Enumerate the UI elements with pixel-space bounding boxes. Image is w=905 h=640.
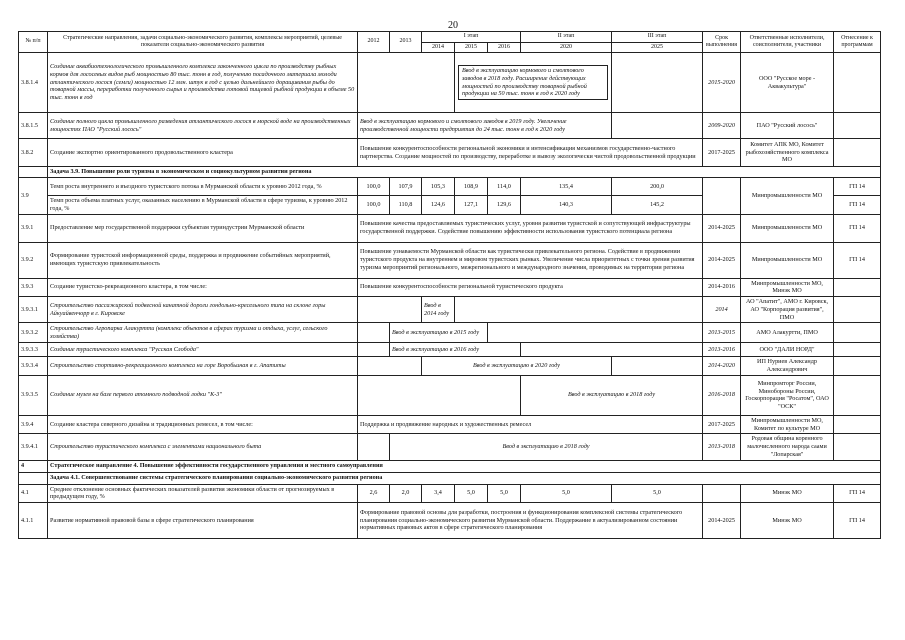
col-direction-header: Стратегические направления, задачи социально-экономического развития, комплексы мероприятий, целевые показатели социально-экономического развития <box>48 32 358 53</box>
row-number: 4.1 <box>19 484 48 503</box>
row-number: 3.8.2 <box>19 139 48 167</box>
task-row <box>19 167 881 178</box>
row-text: Строительство Агропарка Алакуртти (комплекс объектов в сферах туризма и отдыха, услуг, сельского хозяйства) <box>48 323 358 343</box>
col-2015-header: 2015 <box>455 42 488 53</box>
row-number: 3.9.3.5 <box>19 375 48 415</box>
stage2-header: II этап <box>521 32 612 43</box>
row-responsible: Родовая община коренного малочисленного народа саами "Лопарская" <box>741 434 834 460</box>
col-prog-header: Отнесение к программам <box>834 32 881 53</box>
table-row <box>19 323 881 343</box>
row-text: Строительство спортивно-рекреационного комплекса на горе Воробьиная в г. Апатиты <box>48 357 358 376</box>
row-responsible: АМО Алакуртти, ПМО <box>741 323 834 343</box>
row-text: Создание кластера северного дизайна и традиционных ремесел, в том числе: <box>48 415 358 434</box>
row-responsible: Минпромышленности МО <box>741 242 834 278</box>
table-row <box>19 214 881 242</box>
page-number: 20 <box>448 20 458 31</box>
value-cell: 5,0 <box>455 484 488 503</box>
row-responsible: ООО "Русское море - Аквакультура" <box>741 53 834 113</box>
row-number: 3.9.4.1 <box>19 434 48 460</box>
row-number: 3.9.3.2 <box>19 323 48 343</box>
row-term: 2014-2025 <box>703 214 741 242</box>
table-row <box>19 53 881 113</box>
row-note-box: Ввод в эксплуатацию в 2020 году <box>422 357 612 376</box>
value-cell: 100,0 <box>358 178 390 196</box>
plan-table <box>18 31 881 539</box>
row-text: Строительство туристического комплекса с элементами национального быта <box>48 434 358 460</box>
table-row <box>19 278 881 297</box>
stage3-header: III этап <box>612 32 703 43</box>
table-row <box>19 484 881 503</box>
col-2013-header: 2013 <box>390 32 422 53</box>
col-resp-header: Ответственные исполнители, соисполнители, участники <box>741 32 834 53</box>
row-term: 2009-2020 <box>703 113 741 139</box>
table-row <box>19 178 881 196</box>
row-number: 3.9.3 <box>19 278 48 297</box>
row-number: 3.9.2 <box>19 242 48 278</box>
row-number: 3.8.1.4 <box>19 53 48 113</box>
row-term: 2014-2025 <box>703 503 741 539</box>
row-term: 2014-2020 <box>703 357 741 376</box>
task-title: Задача 3.9. Повышение роли туризма в экономическом и социокультурном развитии региона <box>48 167 881 178</box>
row-text: Создание туристического комплекса "Русская Слобода" <box>48 343 358 357</box>
row-term: 2013-2015 <box>703 323 741 343</box>
row-number: 3.9.1 <box>19 214 48 242</box>
value-cell: 3,4 <box>422 484 455 503</box>
row-note: Ввод в эксплуатацию кормового и смолтового заводов в 2019 году. Увеличение производственной мощности предприятия до 24 тыс. тонн в год к 2020 году <box>358 113 612 139</box>
row-program: ГП 14 <box>834 484 881 503</box>
indicator-text: Темп роста объема платных услуг, оказанных населению в Мурманской области в сфере туризма, к уровню 2012 года, % <box>48 196 358 215</box>
row-note: Повышение конкурентоспособности региональной экономики и интенсификация механизмов государственно-частного партнерства. Создание мощностей по производству, переработке и вывозу экологически чистой продовольственной продукции <box>358 139 703 167</box>
row-note: Повышение конкурентоспособности региональной туристического продукта <box>358 278 703 297</box>
row-text: Создание экспортно ориентированного продовольственного кластера <box>48 139 358 167</box>
row-text: Развитие нормативной правовой базы в сфере стратегического планирования <box>48 503 358 539</box>
value-cell: 5,0 <box>521 484 612 503</box>
table-row <box>19 113 881 139</box>
row-program: ГП 14 <box>834 214 881 242</box>
value-cell: 105,3 <box>422 178 455 196</box>
row-note-box: Ввод в эксплуатацию в 2018 году <box>390 434 703 460</box>
value-cell: 110,8 <box>390 196 422 215</box>
row-text: Формирование туристской информационной среды, поддержка и продвижение событийных мероприятий, имеющих туристскую привлекательность <box>48 242 358 278</box>
row-term: 2017-2025 <box>703 139 741 167</box>
table-row <box>19 139 881 167</box>
stage1-header: I этап <box>422 32 521 43</box>
value-cell: 135,4 <box>521 178 612 196</box>
table-row <box>19 242 881 278</box>
row-responsible: ООО "ДАЛИ НОРД" <box>741 343 834 357</box>
header-row <box>19 32 881 43</box>
col-2014-header: 2014 <box>422 42 455 53</box>
row-term: 2017-2025 <box>703 415 741 434</box>
row-note-box: Ввод в эксплуатацию кормового и смолтового заводов в 2018 году. Расширение действующих мощностей по производству товарной рыбной продукции на 50 тыс. тонн в год к 2020 году <box>458 65 608 100</box>
row-responsible: Минпромышленности МО <box>741 178 834 215</box>
row-responsible: Комитет АПК МО, Комитет рыбохозяйственного комплекса МО <box>741 139 834 167</box>
col-2020-header: 2020 <box>521 42 612 53</box>
indicator-text: Среднее отклонение основных фактических показателей развития экономики области от прогнозируемых в предыдущем году, % <box>48 484 358 503</box>
row-text: Предоставление мер государственной поддержки субъектам туриндустрии Мурманской области <box>48 214 358 242</box>
row-program: ГП 14 <box>834 242 881 278</box>
col-2012-header: 2012 <box>358 32 390 53</box>
table-row <box>19 375 881 415</box>
row-number: 3.9 <box>19 178 48 215</box>
row-note: Формирование правовой основы для разработки, построения и функционирования комплексной системы стратегического планирования социально-экономического развития Мурманской области. Поддержание в актуализированном состоянии нормативных правовых актов в сфере стратегического планирования <box>358 503 703 539</box>
row-note-box: Ввод в эксплуатацию в 2015 году <box>390 323 488 343</box>
task-title: Задача 4.1. Совершенствование системы стратегического планирования социально-экономического развития региона <box>48 472 881 484</box>
row-text: Строительство пассажирской подвесной канатной дороги гондольно-кресельного типа на склоне горы Айкуайвенчорр в г. Кировске <box>48 297 358 323</box>
direction-row <box>19 460 881 472</box>
row-number: 4 <box>19 460 48 472</box>
row-term: 2013-2016 <box>703 343 741 357</box>
indicator-text: Темп роста внутреннего и въездного туристского потока в Мурманской области к уровню 2012 года, % <box>48 178 358 196</box>
row-responsible: АО "Апатит", АМО г. Кировск, АО "Корпорация развития", ПМО <box>741 297 834 323</box>
row-note: Поддержка и продвижение народных и художественных ремесел <box>358 415 703 434</box>
row-responsible: Минпромышленности МО, Минэк МО <box>741 278 834 297</box>
row-text: Создание аквабиотехнологического промышленного комплекса законченного цикла по производству рыбных кормов для лососевых видов рыб мощностью 80 тыс. тонн в год, получению посадочного материала молоди атлантического лосося (семги) мощностью 12 млн. штук в год с целью дальнейшего доращивания рыбы до товарной массы, переработки полученного сырья и производства готовой пищевой рыбной продукции в объеме 50 тыс. тонн в год <box>48 53 358 113</box>
table-row <box>19 297 881 323</box>
row-responsible: Минпромторг России, Минобороны России, Госкорпорация "Росатом", ОАО "ОСК" <box>741 375 834 415</box>
value-cell: 140,3 <box>521 196 612 215</box>
row-text: Создание полного цикла промышленного разведения атлантического лосося в морской воде на производственных мощностях ПАО "Русский лосось" <box>48 113 358 139</box>
value-cell: 129,6 <box>488 196 521 215</box>
value-cell: 114,0 <box>488 178 521 196</box>
value-cell: 107,9 <box>390 178 422 196</box>
row-responsible: Минэк МО <box>741 484 834 503</box>
row-term: 2013-2018 <box>703 434 741 460</box>
row-text: Создание туристско-рекреационного кластера, в том числе: <box>48 278 358 297</box>
row-note-box: Ввод в эксплуатацию в 2018 году <box>521 375 703 415</box>
col-term-header: Срок выполнения <box>703 32 741 53</box>
direction-title: Стратегическое направление 4. Повышение эффективности государственного управления и местного самоуправления <box>48 460 881 472</box>
col-num-header: № п/п <box>19 32 48 53</box>
value-cell: 108,9 <box>455 178 488 196</box>
table-row <box>19 415 881 434</box>
row-program: ГП 14 <box>834 178 881 196</box>
row-term: 2014 <box>703 297 741 323</box>
value-cell: 200,0 <box>612 178 703 196</box>
table-row <box>19 343 881 357</box>
row-responsible: ПАО "Русский лосось" <box>741 113 834 139</box>
row-responsible: Минпромышленности МО <box>741 214 834 242</box>
table-row <box>19 503 881 539</box>
value-cell: 100,0 <box>358 196 390 215</box>
row-responsible: Минпромышленности МО, Комитет по культуре МО <box>741 415 834 434</box>
value-cell: 145,2 <box>612 196 703 215</box>
row-note: Повышение качества предоставляемых туристических услуг, уровня развития туристской и сопутствующей инфраструктуры государственной поддержки. Содействие повышению эффективности использования туристского потенциала региона <box>358 214 703 242</box>
table-row <box>19 434 881 460</box>
row-term: 2014-2025 <box>703 242 741 278</box>
value-cell: 5,0 <box>612 484 703 503</box>
value-cell: 2,0 <box>390 484 422 503</box>
value-cell: 2,6 <box>358 484 390 503</box>
row-note-box: Ввод в 2014 году <box>422 297 455 323</box>
table-row <box>19 357 881 376</box>
task-row <box>19 472 881 484</box>
row-term: 2015-2020 <box>703 53 741 113</box>
row-program: ГП 14 <box>834 196 881 215</box>
value-cell: 5,0 <box>488 484 521 503</box>
row-number: 3.8.1.5 <box>19 113 48 139</box>
row-number: 3.9.4 <box>19 415 48 434</box>
row-text: Создание музея на базе первого атомного подводной лодки "К-3" <box>48 375 358 415</box>
row-number: 4.1.1 <box>19 503 48 539</box>
row-number: 3.9.3.3 <box>19 343 48 357</box>
row-responsible: Минэк МО <box>741 503 834 539</box>
row-note-box: Ввод в эксплуатацию в 2016 году <box>390 343 521 357</box>
col-2025-header: 2025 <box>612 42 703 53</box>
col-2016-header: 2016 <box>488 42 521 53</box>
row-note: Повышение узнаваемости Мурманской области как туристически привлекательного региона. Содействие в продвижении туристского продукта на внутреннем и мировом туристских рынках. Увеличение числа приоритетных с точки зрения развития туризма мероприятий регионального, межрегионального и международного значения, проводимых на территории региона <box>358 242 703 278</box>
row-responsible: ИП Нуриев Александр Александрович <box>741 357 834 376</box>
value-cell: 124,6 <box>422 196 455 215</box>
value-cell: 127,1 <box>455 196 488 215</box>
row-number: 3.9.3.1 <box>19 297 48 323</box>
row-program: ГП 14 <box>834 503 881 539</box>
row-number: 3.9.3.4 <box>19 357 48 376</box>
row-term: 2016-2018 <box>703 375 741 415</box>
row-term: 2014-2016 <box>703 278 741 297</box>
